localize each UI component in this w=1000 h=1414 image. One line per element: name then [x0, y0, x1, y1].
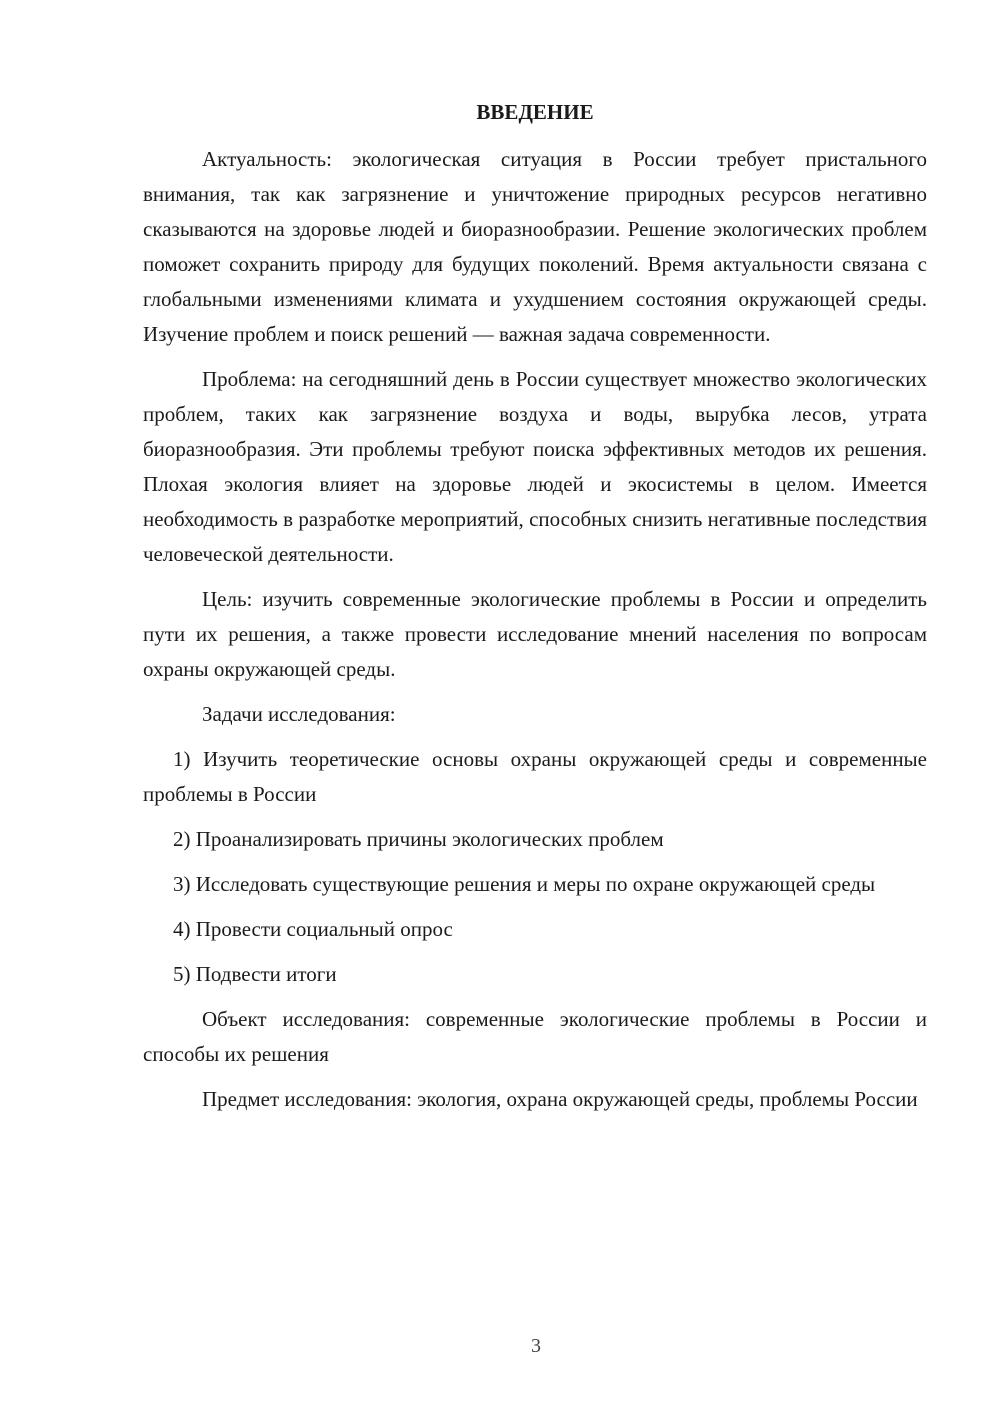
page-title: ВВЕДЕНИЕ — [476, 100, 594, 124]
paragraph-subject: Предмет исследования: экология, охрана окружающей среды, проблемы России — [202, 1087, 918, 1111]
paragraph-relevance: Актуальность: экологическая ситуация в России требует пристального внимания, так как загрязнение и уничтожение природных ресурсов негативно сказываются на здоровье людей и биоразнообразии. Решение экологических проблем поможет сохранить природу для будущих поколений. Время актуальности связана с глобальными изменениями климата и ухудшением состояния окружающей среды. Изучение проблем и поиск решений — важная задача современности. — [143, 147, 927, 346]
list-item-task-5: 5) Подвести итоги — [173, 962, 337, 986]
page-number: 3 — [531, 1335, 541, 1357]
paragraph-problem: Проблема: на сегодняшний день в России существует множество экологических проблем, таких как загрязнение воздуха и воды, вырубка лесов, утрата биоразнообразия. Эти проблемы требуют поиска эффективных методов их решения. Плохая экология влияет на здоровье людей и экосистемы в целом. Имеется необходимость в разработке мероприятий, способных снизить негативные последствия человеческой деятельности. — [143, 367, 927, 566]
list-item-task-2: 2) Проанализировать причины экологических проблем — [173, 827, 664, 851]
list-item-task-3: 3) Исследовать существующие решения и меры по охране окружающей среды — [173, 872, 876, 896]
list-item-task-4: 4) Провести социальный опрос — [173, 917, 453, 941]
document-page — [143, 95, 927, 1127]
paragraph-object: Объект исследования: современные экологические проблемы в России и способы их решения — [143, 1007, 927, 1066]
tasks-heading: Задачи исследования: — [202, 702, 396, 726]
list-item-task-1: 1) Изучить теоретические основы охраны окружающей среды и современные проблемы в России — [143, 747, 927, 806]
paragraph-goal: Цель: изучить современные экологические проблемы в России и определить пути их решения, а также провести исследование мнений населения по вопросам охраны окружающей среды. — [143, 587, 927, 681]
